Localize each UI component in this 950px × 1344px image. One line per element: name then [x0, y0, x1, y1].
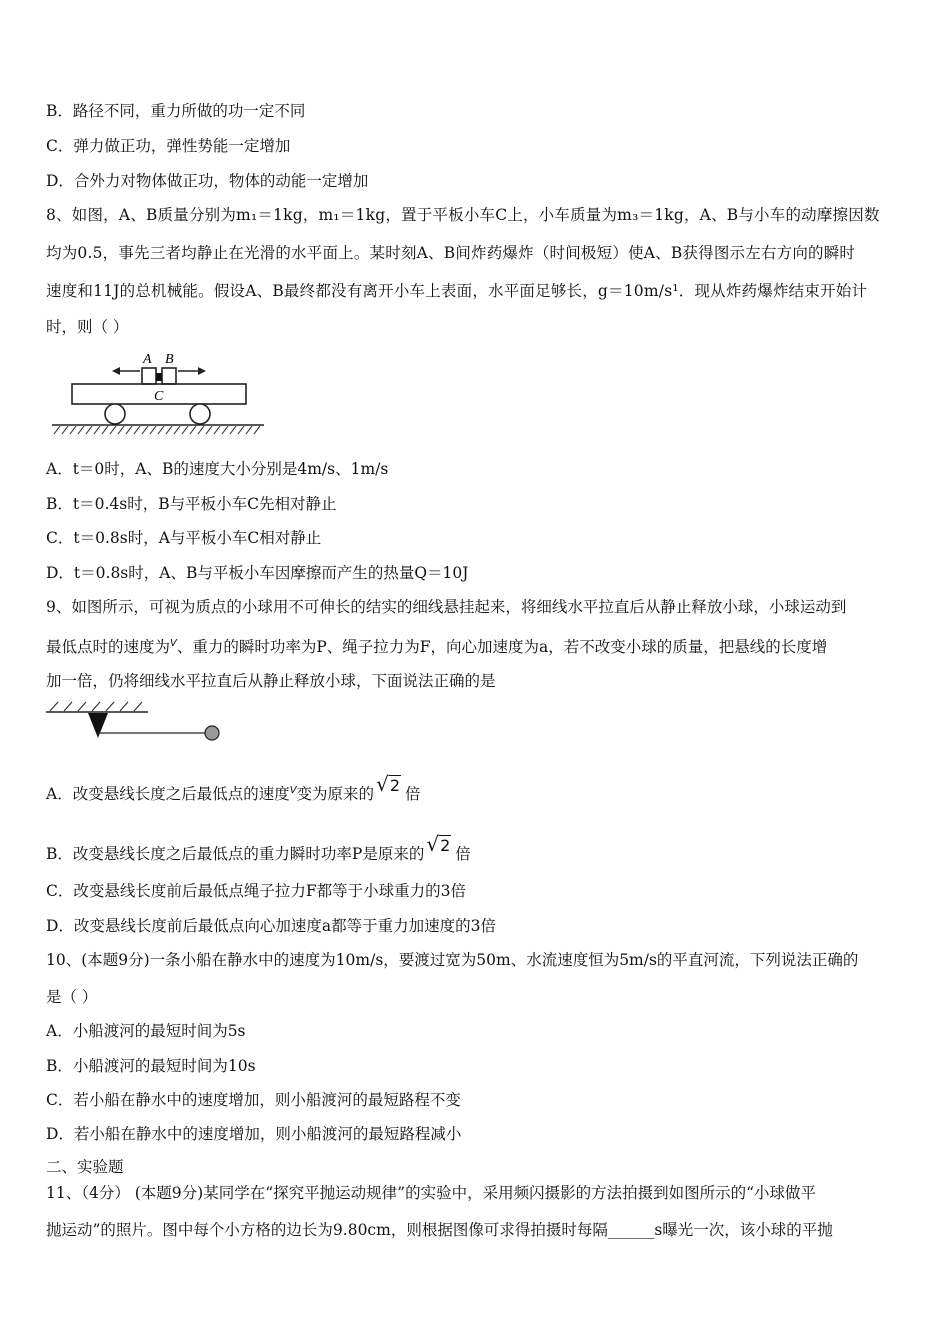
explosive-block	[156, 373, 162, 381]
q10-option-c: C．若小船在静水中的速度增加，则小船渡河的最短路程不变	[46, 1091, 461, 1109]
q9-option-a-text: A．改变悬线长度之后最低点的速度	[46, 785, 290, 803]
q8-option-a: A．t＝0时，A、B的速度大小分别是4m/s、1m/s	[46, 460, 389, 478]
velocity-symbol-a: V	[289, 785, 297, 796]
q8-stem-line4: 时，则（ ）	[46, 318, 129, 336]
q10-option-a: A．小船渡河的最短时间为5s	[46, 1022, 246, 1040]
wheel-left	[105, 404, 125, 424]
q9-option-d: D．改变悬线长度前后最低点向心加速度a都等于重力加速度的3倍	[46, 917, 497, 935]
left-arrow-icon	[112, 367, 120, 375]
pivot-mount	[88, 713, 108, 738]
velocity-symbol: V	[170, 638, 177, 649]
q9-stem-line2-a: 最低点时的速度为	[46, 638, 171, 656]
section-heading-experiment: 二、实验题	[46, 1158, 124, 1176]
q8-stem-line2: 均为0.5，事先三者均静止在光滑的水平面上。某时刻A、B间炸药爆炸（时间极短）使A、B获得图示左右方向的瞬时	[46, 244, 856, 262]
cart-figure	[50, 348, 270, 438]
q9-option-b	[46, 834, 471, 864]
q9-stem-line1: 9、如图所示，可视为质点的小球用不可伸长的结实的细线悬挂起来，将细线水平拉直后从静止释放小球，小球运动到	[46, 598, 847, 616]
q9-option-a-text3: 倍	[405, 785, 421, 803]
q8-stem-line1: 8、如图，A、B质量分别为m₁＝1kg，m₁＝1kg，置于平板小车C上，小车质量为m₃＝1kg，A、B与小车的动摩擦因数	[46, 206, 880, 224]
option-d-q7: D．合外力对物体做正功，物体的动能一定增加	[46, 172, 369, 190]
q10-stem-line1: 10、(本题9分)一条小船在静水中的速度为10m/s，要渡过宽为50m、水流速度恒为5m/s的平直河流，下列说法正确的	[46, 951, 859, 969]
label-b: B	[165, 352, 174, 367]
q10-stem-line2: 是（ ）	[46, 988, 98, 1006]
right-arrow-icon	[198, 367, 206, 375]
sqrt-two-b: √2	[426, 832, 451, 856]
q9-option-b-text: B．改变悬线长度之后最低点的重力瞬时功率P是原来的	[46, 845, 425, 863]
q8-option-b: B．t＝0.4s时，B与平板小车C先相对静止	[46, 495, 337, 513]
q8-option-c: C．t＝0.8s时，A与平板小车C相对静止	[46, 529, 322, 547]
q9-option-a-text2: 变为原来的	[296, 785, 375, 803]
q9-stem-line2	[46, 634, 827, 657]
q8-stem-line3: 速度和11J的总机械能。假设A、B最终都没有离开小车上表面，水平面足够长，g＝10m/s¹．现从炸药爆炸结束开始计	[46, 282, 868, 300]
q9-option-a	[46, 774, 421, 804]
ball	[205, 726, 219, 740]
q9-stem-line3: 加一倍，仍将细线水平拉直后从静止释放小球，下面说法正确的是	[46, 672, 496, 690]
ground-hatch	[54, 426, 260, 434]
wheel-right	[190, 404, 210, 424]
ceiling-hatch	[50, 702, 142, 711]
block-a	[142, 368, 156, 384]
option-b-q7: B．路径不同，重力所做的功一定不同	[46, 102, 306, 120]
q9-option-b-text2: 倍	[455, 845, 471, 863]
sqrt-two-a: √2	[376, 772, 400, 796]
pendulum-figure	[44, 700, 226, 744]
q11-stem-line2: 抛运动”的照片。图中每个小方格的边长为9.80cm，则根据图像可求得拍摄时每隔______s曝光一次，该小球的平抛	[46, 1221, 833, 1239]
q10-option-d: D．若小船在静水中的速度增加，则小船渡河的最短路程减小	[46, 1125, 462, 1143]
q11-stem-line1: 11、（4分） (本题9分)某同学在“探究平抛运动规律”的实验中，采用频闪摄影的方法拍摄到如图所示的“小球做平	[46, 1184, 816, 1202]
q9-stem-line2-b: 、重力的瞬时功率为P、绳子拉力为F，向心加速度为a，若不改变小球的质量，把悬线的长度增	[176, 638, 828, 656]
q9-option-c: C．改变悬线长度前后最低点绳子拉力F都等于小球重力的3倍	[46, 882, 466, 900]
label-a: A	[143, 352, 152, 367]
option-c-q7: C．弹力做正功，弹性势能一定增加	[46, 137, 291, 155]
q10-option-b: B．小船渡河的最短时间为10s	[46, 1057, 256, 1075]
label-c: C	[154, 389, 164, 404]
block-b	[162, 368, 176, 384]
q8-option-d: D．t＝0.8s时，A、B与平板小车因摩擦而产生的热量Q＝10J	[46, 564, 469, 582]
